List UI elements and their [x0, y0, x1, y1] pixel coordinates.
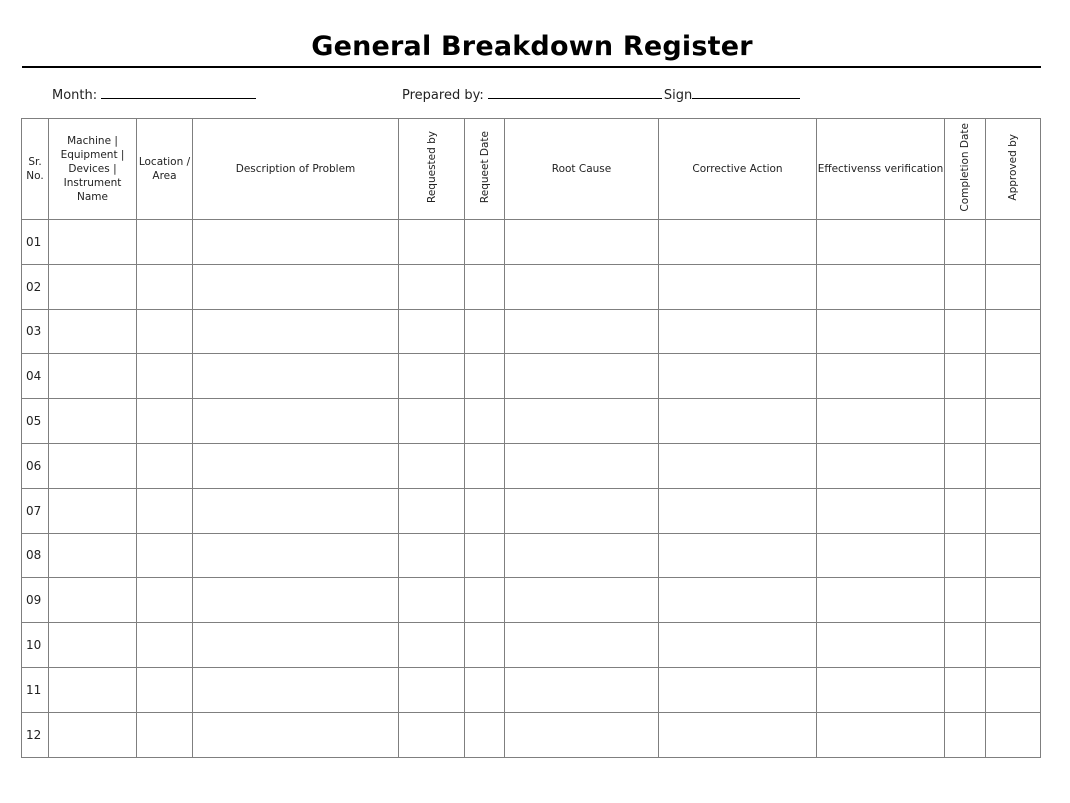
corrective-action-cell[interactable] — [659, 309, 817, 354]
corrective-action-cell[interactable] — [659, 623, 817, 668]
sr-no-cell: 07 — [22, 488, 49, 533]
request-date-cell[interactable] — [465, 309, 505, 354]
effectiveness-cell[interactable] — [817, 623, 945, 668]
machine-cell[interactable] — [49, 399, 137, 444]
effectiveness-cell[interactable] — [817, 578, 945, 623]
sign-input[interactable] — [692, 85, 800, 99]
location-cell[interactable] — [137, 667, 193, 712]
root-cause-cell[interactable] — [505, 443, 659, 488]
column-header-machine — [49, 119, 137, 220]
completion-date-cell[interactable] — [945, 309, 986, 354]
column-header-label: Approved by — [1007, 133, 1019, 201]
breakdown-register-table — [21, 118, 1041, 758]
table-header-row — [22, 119, 1041, 220]
machine-cell[interactable] — [49, 578, 137, 623]
requested-by-cell[interactable] — [399, 309, 465, 354]
column-header-corrective-action — [659, 119, 817, 220]
corrective-action-cell[interactable] — [659, 399, 817, 444]
request-date-cell[interactable] — [465, 443, 505, 488]
request-date-cell[interactable] — [465, 220, 505, 265]
sign-label: Sign — [663, 88, 693, 103]
corrective-action-cell[interactable] — [659, 667, 817, 712]
sr-no-cell: 11 — [22, 667, 49, 712]
description-cell[interactable] — [193, 399, 399, 444]
location-cell[interactable] — [137, 533, 193, 578]
prepared-by-input[interactable] — [488, 85, 662, 99]
location-cell[interactable] — [137, 220, 193, 265]
description-cell[interactable] — [193, 488, 399, 533]
root-cause-cell[interactable] — [505, 623, 659, 668]
description-cell[interactable] — [193, 220, 399, 265]
table-row — [22, 309, 1041, 354]
requested-by-cell[interactable] — [399, 488, 465, 533]
month-field — [52, 85, 256, 103]
description-cell[interactable] — [193, 667, 399, 712]
column-header-description — [193, 119, 399, 220]
description-cell[interactable] — [193, 264, 399, 309]
completion-date-cell[interactable] — [945, 533, 986, 578]
machine-cell[interactable] — [49, 309, 137, 354]
root-cause-cell[interactable] — [505, 220, 659, 265]
column-header-label: Completion Date — [959, 122, 971, 212]
sr-no-cell: 09 — [22, 578, 49, 623]
description-cell[interactable] — [193, 443, 399, 488]
corrective-action-cell[interactable] — [659, 443, 817, 488]
effectiveness-cell[interactable] — [817, 533, 945, 578]
request-date-cell[interactable] — [465, 667, 505, 712]
approved-by-cell[interactable] — [986, 354, 1041, 399]
location-cell[interactable] — [137, 309, 193, 354]
machine-cell[interactable] — [49, 220, 137, 265]
approved-by-cell[interactable] — [986, 623, 1041, 668]
sr-no-cell: 04 — [22, 354, 49, 399]
root-cause-cell[interactable] — [505, 354, 659, 399]
table-row — [22, 399, 1041, 444]
column-header-approved-by — [986, 119, 1041, 220]
root-cause-cell[interactable] — [505, 578, 659, 623]
column-header-label: Location / Area — [138, 156, 191, 182]
corrective-action-cell[interactable] — [659, 354, 817, 399]
table-row — [22, 488, 1041, 533]
location-cell[interactable] — [137, 264, 193, 309]
requested-by-cell[interactable] — [399, 264, 465, 309]
location-cell[interactable] — [137, 623, 193, 668]
machine-cell[interactable] — [49, 623, 137, 668]
description-cell[interactable] — [193, 623, 399, 668]
completion-date-cell[interactable] — [945, 264, 986, 309]
approved-by-cell[interactable] — [986, 443, 1041, 488]
column-header-effectiveness — [817, 119, 945, 220]
completion-date-cell[interactable] — [945, 488, 986, 533]
column-header-label: Effectivenss verification — [817, 163, 944, 175]
description-cell[interactable] — [193, 578, 399, 623]
request-date-cell[interactable] — [465, 354, 505, 399]
corrective-action-cell[interactable] — [659, 712, 817, 757]
table-row — [22, 667, 1041, 712]
table-row — [22, 264, 1041, 309]
requested-by-cell[interactable] — [399, 712, 465, 757]
approved-by-cell[interactable] — [986, 712, 1041, 757]
completion-date-cell[interactable] — [945, 667, 986, 712]
column-header-request-date — [465, 119, 505, 220]
corrective-action-cell[interactable] — [659, 578, 817, 623]
description-cell[interactable] — [193, 712, 399, 757]
sr-no-cell: 02 — [22, 264, 49, 309]
root-cause-cell[interactable] — [505, 309, 659, 354]
location-cell[interactable] — [137, 399, 193, 444]
table-row — [22, 712, 1041, 757]
location-cell[interactable] — [137, 354, 193, 399]
machine-cell[interactable] — [49, 667, 137, 712]
corrective-action-cell[interactable] — [659, 264, 817, 309]
description-cell[interactable] — [193, 533, 399, 578]
table-row — [22, 578, 1041, 623]
sr-no-cell: 08 — [22, 533, 49, 578]
effectiveness-cell[interactable] — [817, 354, 945, 399]
completion-date-cell[interactable] — [945, 354, 986, 399]
request-date-cell[interactable] — [465, 264, 505, 309]
completion-date-cell[interactable] — [945, 712, 986, 757]
root-cause-cell[interactable] — [505, 667, 659, 712]
prepared-by-label: Prepared by: — [402, 88, 484, 103]
column-header-completion-date — [945, 119, 986, 220]
approved-by-cell[interactable] — [986, 399, 1041, 444]
requested-by-cell[interactable] — [399, 443, 465, 488]
column-header-sr-no — [22, 119, 49, 220]
root-cause-cell[interactable] — [505, 533, 659, 578]
column-header-label: Requested by — [425, 131, 438, 203]
requested-by-cell[interactable] — [399, 667, 465, 712]
page-title: General Breakdown Register — [311, 31, 753, 62]
machine-cell[interactable] — [49, 443, 137, 488]
effectiveness-cell[interactable] — [817, 264, 945, 309]
request-date-cell[interactable] — [465, 712, 505, 757]
sr-no-cell: 01 — [22, 220, 49, 265]
effectiveness-cell[interactable] — [817, 220, 945, 265]
machine-cell[interactable] — [49, 488, 137, 533]
title-divider — [22, 66, 1041, 68]
approved-by-cell[interactable] — [986, 264, 1041, 309]
column-header-root-cause — [505, 119, 659, 220]
effectiveness-cell[interactable] — [817, 309, 945, 354]
completion-date-cell[interactable] — [945, 578, 986, 623]
requested-by-cell[interactable] — [399, 533, 465, 578]
effectiveness-cell[interactable] — [817, 488, 945, 533]
requested-by-cell[interactable] — [399, 354, 465, 399]
location-cell[interactable] — [137, 443, 193, 488]
approved-by-cell[interactable] — [986, 667, 1041, 712]
root-cause-cell[interactable] — [505, 399, 659, 444]
prepared-by-field — [402, 85, 800, 103]
root-cause-cell[interactable] — [505, 488, 659, 533]
column-header-label: Machine | Equipment | Devices | Instrument Name — [60, 135, 125, 203]
column-header-label: Requeet Date — [478, 130, 491, 204]
effectiveness-cell[interactable] — [817, 443, 945, 488]
month-label: Month: — [52, 88, 98, 103]
completion-date-cell[interactable] — [945, 220, 986, 265]
request-date-cell[interactable] — [465, 533, 505, 578]
table-row — [22, 443, 1041, 488]
approved-by-cell[interactable] — [986, 533, 1041, 578]
corrective-action-cell[interactable] — [659, 533, 817, 578]
table-row — [22, 354, 1041, 399]
request-date-cell[interactable] — [465, 399, 505, 444]
column-header-location — [137, 119, 193, 220]
table-row — [22, 623, 1041, 668]
request-date-cell[interactable] — [465, 488, 505, 533]
root-cause-cell[interactable] — [505, 264, 659, 309]
machine-cell[interactable] — [49, 354, 137, 399]
location-cell[interactable] — [137, 578, 193, 623]
root-cause-cell[interactable] — [505, 712, 659, 757]
sr-no-cell: 05 — [22, 399, 49, 444]
column-header-label: Corrective Action — [692, 163, 783, 175]
sr-no-cell: 06 — [22, 443, 49, 488]
approved-by-cell[interactable] — [986, 578, 1041, 623]
column-header-label: Description of Problem — [235, 163, 356, 175]
effectiveness-cell[interactable] — [817, 667, 945, 712]
requested-by-cell[interactable] — [399, 220, 465, 265]
completion-date-cell[interactable] — [945, 399, 986, 444]
month-input[interactable] — [101, 85, 256, 99]
effectiveness-cell[interactable] — [817, 712, 945, 757]
effectiveness-cell[interactable] — [817, 399, 945, 444]
column-header-label: Root Cause — [551, 163, 612, 175]
sr-no-cell: 12 — [22, 712, 49, 757]
requested-by-cell[interactable] — [399, 623, 465, 668]
request-date-cell[interactable] — [465, 623, 505, 668]
corrective-action-cell[interactable] — [659, 488, 817, 533]
sr-no-cell: 10 — [22, 623, 49, 668]
corrective-action-cell[interactable] — [659, 220, 817, 265]
table-row — [22, 533, 1041, 578]
approved-by-cell[interactable] — [986, 488, 1041, 533]
column-header-label: Sr. No. — [26, 156, 44, 182]
requested-by-cell[interactable] — [399, 578, 465, 623]
machine-cell[interactable] — [49, 264, 137, 309]
machine-cell[interactable] — [49, 712, 137, 757]
requested-by-cell[interactable] — [399, 399, 465, 444]
column-header-requested-by — [399, 119, 465, 220]
approved-by-cell[interactable] — [986, 309, 1041, 354]
description-cell[interactable] — [193, 354, 399, 399]
description-cell[interactable] — [193, 309, 399, 354]
machine-cell[interactable] — [49, 533, 137, 578]
location-cell[interactable] — [137, 712, 193, 757]
completion-date-cell[interactable] — [945, 443, 986, 488]
location-cell[interactable] — [137, 488, 193, 533]
approved-by-cell[interactable] — [986, 220, 1041, 265]
sr-no-cell: 03 — [22, 309, 49, 354]
table-row — [22, 220, 1041, 265]
request-date-cell[interactable] — [465, 578, 505, 623]
completion-date-cell[interactable] — [945, 623, 986, 668]
